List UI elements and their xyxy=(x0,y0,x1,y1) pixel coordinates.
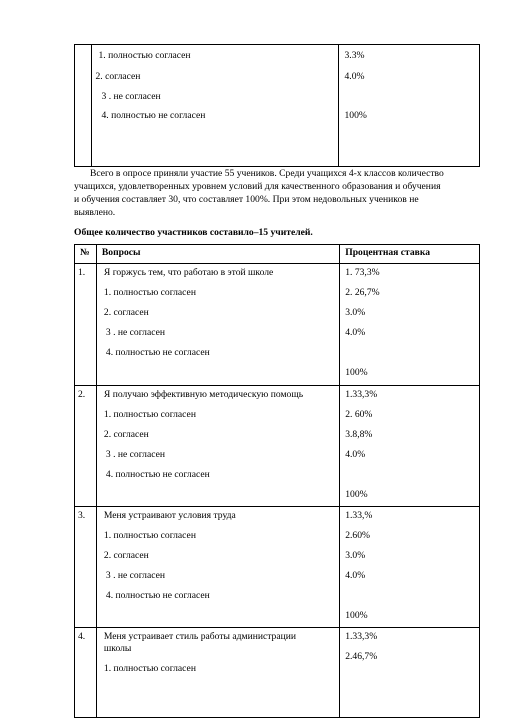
answer-option: 3 . не согласен xyxy=(105,570,165,581)
answer-option: 4. полностью не согласен xyxy=(105,347,210,358)
table-row xyxy=(75,628,480,718)
top-answer-4: 4. полностью не согласен xyxy=(101,109,206,121)
row-rate-cell xyxy=(340,386,480,507)
row-rate-cell xyxy=(340,628,480,718)
section-heading: Общее количество участников составило–15 учителей. xyxy=(74,227,313,238)
table-header-row xyxy=(75,245,480,264)
top-answer-3: 3 . не согласен xyxy=(101,90,161,102)
rate-value: 2.60% xyxy=(345,530,371,541)
question-text: Я получаю эффективную методическую помощь xyxy=(103,389,304,400)
summary-paragraph xyxy=(74,167,484,219)
answer-option: 3 . не согласен xyxy=(105,449,165,460)
rate-value: 1.33,% xyxy=(345,510,373,521)
answer-option: 1. полностью согласен xyxy=(103,409,196,420)
rate-value: 2. 26,7% xyxy=(345,287,380,298)
rate-value: 2.46,7% xyxy=(345,651,378,662)
question-text: Меня устраивает стиль работы администрации xyxy=(103,631,296,642)
answer-option: 2. согласен xyxy=(103,550,149,561)
header-rate: Процентная ставка xyxy=(340,245,480,264)
header-questions: Вопросы xyxy=(96,245,339,264)
answer-option: 1. полностью согласен xyxy=(103,530,196,541)
rate-value: 3.0% xyxy=(345,550,366,561)
top-rate-4: 100% xyxy=(344,109,367,121)
rate-value: 2. 60% xyxy=(345,409,373,420)
row-number: 2. xyxy=(75,386,97,507)
row-question-cell xyxy=(96,386,339,507)
answer-option: 2. согласен xyxy=(103,429,149,440)
answer-option: 3 . не согласен xyxy=(105,327,165,338)
question-text: Меня устраивают условия труда xyxy=(103,510,236,521)
table-row xyxy=(75,264,480,386)
top-rate-2: 4.0% xyxy=(344,70,365,82)
header-num: № xyxy=(75,245,97,264)
row-number: 3. xyxy=(75,507,97,628)
question-text: Я горжусь тем, что работаю в этой школе xyxy=(103,267,274,278)
top-num-cell xyxy=(75,45,92,167)
answer-option: 4. полностью не согласен xyxy=(105,469,210,480)
rate-value: 1.33,3% xyxy=(345,631,378,642)
answer-option: 4. полностью не согласен xyxy=(105,590,210,601)
table-row xyxy=(75,386,480,507)
top-rate-1: 3.3% xyxy=(344,49,365,61)
row-question-cell xyxy=(96,264,339,386)
row-question-cell xyxy=(96,628,339,718)
rate-value: 3.8,8% xyxy=(345,429,373,440)
paragraph-line-2: учащихся, удовлетворенных уровнем условий для качественного образования и обучения xyxy=(74,181,441,192)
top-answer-2: 2. согласен xyxy=(95,70,141,82)
rate-value: 3.0% xyxy=(345,307,366,318)
top-answers-cell xyxy=(92,45,339,167)
rate-total: 100% xyxy=(345,610,368,621)
row-question-cell xyxy=(96,507,339,628)
row-number: 4. xyxy=(75,628,97,718)
rate-total: 100% xyxy=(345,489,368,500)
question-text-continued: школы xyxy=(103,643,132,654)
rate-value: 4.0% xyxy=(345,449,366,460)
paragraph-line-4: выявлено. xyxy=(74,207,116,218)
answer-option: 2. согласен xyxy=(103,307,149,318)
table-row xyxy=(75,507,480,628)
top-rates-cell xyxy=(339,45,480,167)
row-rate-cell xyxy=(340,507,480,628)
rate-value: 4.0% xyxy=(345,570,366,581)
answer-option: 1. полностью согласен xyxy=(103,663,196,674)
paragraph-line-1: Всего в опросе приняли участие 55 учеников. Среди учащихся 4-х классов количество xyxy=(90,168,444,179)
top-table xyxy=(74,44,480,167)
row-rate-cell xyxy=(340,264,480,386)
answer-option: 1. полностью согласен xyxy=(103,287,196,298)
rate-total: 100% xyxy=(345,367,368,378)
rate-value: 4.0% xyxy=(345,327,366,338)
paragraph-line-3: и обучения составляет 30, что составляет 100%. При этом недовольных учеников не xyxy=(74,194,419,205)
survey-table xyxy=(74,244,480,718)
rate-value: 1. 73,3% xyxy=(345,267,380,278)
row-number: 1. xyxy=(75,264,97,386)
top-answer-1: 1. полностью согласен xyxy=(98,49,191,61)
rate-value: 1.33,3% xyxy=(345,389,378,400)
